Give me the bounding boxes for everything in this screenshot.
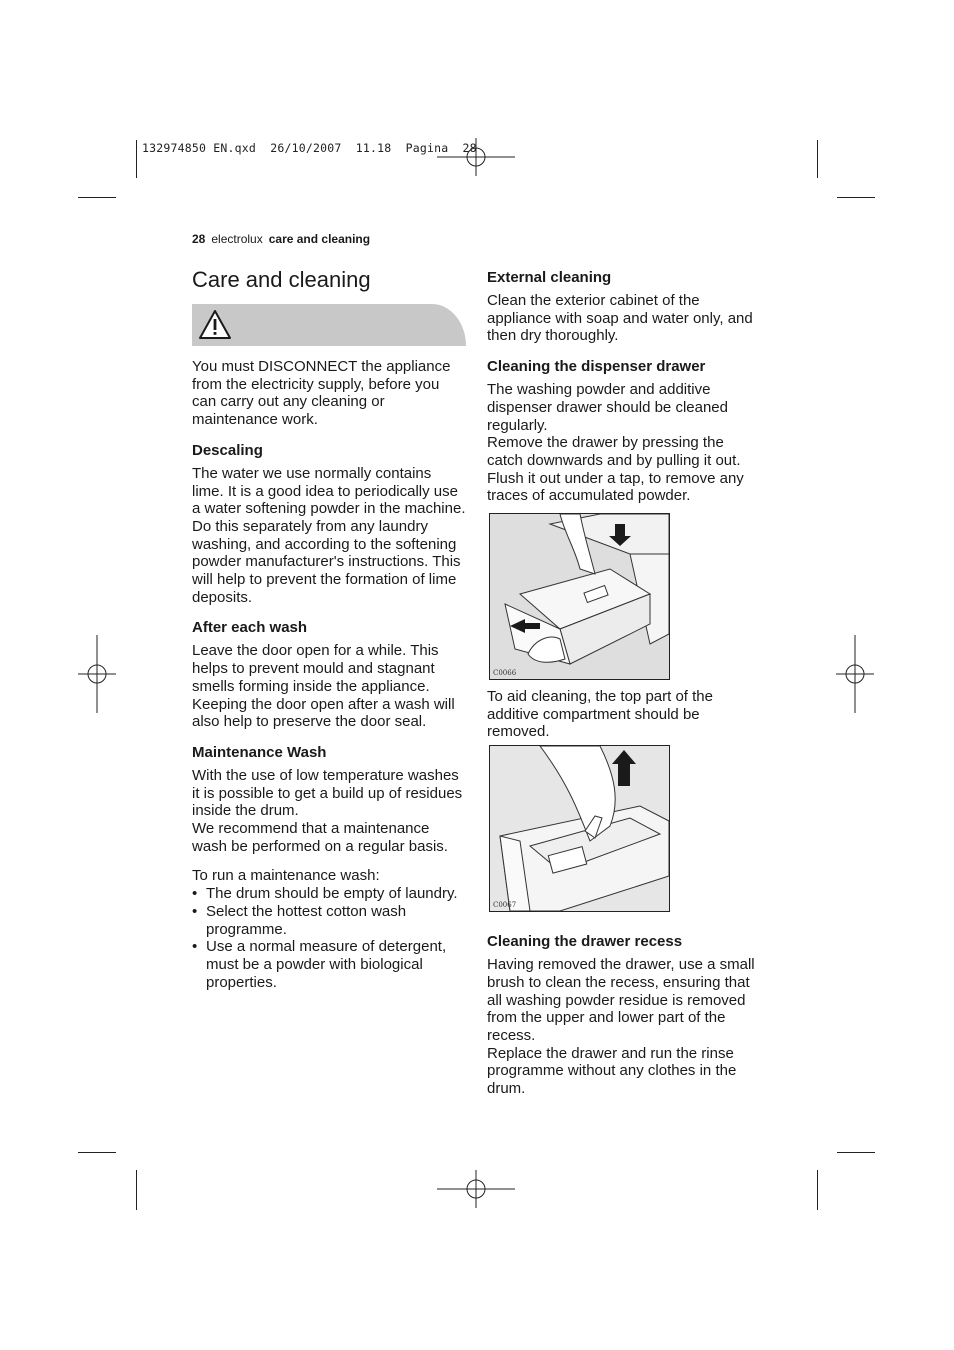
- crop-mark-top-left-vertical: [136, 140, 137, 178]
- list-item: • The drum should be empty of laundry.: [192, 885, 466, 903]
- warning-text: You must DISCONNECT the appliance from the electricity supply, before you can carry out any cleaning or maintenance work.: [192, 358, 451, 429]
- compartment-removal-illustration: [489, 745, 670, 912]
- recess-text-2: Replace the drawer and run the rinse programme without any clothes in the drum.: [487, 1044, 737, 1098]
- crop-mark-bottom-right-horizontal: [837, 1152, 875, 1153]
- brand-name: electrolux: [211, 232, 263, 246]
- crop-mark-top-left-horizontal: [78, 197, 116, 198]
- registration-mark-right: [816, 635, 894, 713]
- dispenser-text-1: The washing powder and additive dispenser drawer should be cleaned regularly.: [487, 381, 728, 434]
- crop-mark-bottom-left-vertical: [136, 1170, 137, 1210]
- after-wash-heading: After each wash: [192, 619, 308, 637]
- running-head: [192, 232, 370, 246]
- crop-mark-top-right-vertical: [817, 140, 818, 178]
- recess-text-1: Having removed the drawer, use a small brush to clean the recess, ensuring that all washing powder residue is removed from the upper and lower part of the recess.: [487, 956, 755, 1044]
- maintenance-intro: To run a maintenance wash:: [192, 867, 380, 885]
- warning-triangle-icon: [198, 309, 232, 341]
- crop-mark-bottom-right-vertical: [817, 1170, 818, 1210]
- after-wash-text: Leave the door open for a while. This helps to prevent mould and stagnant smells forming inside the appliance. Keeping the door open after a wash will also help to preserve the door seal.: [192, 642, 455, 731]
- descaling-heading: Descaling: [192, 441, 263, 459]
- print-slug: 132974850 EN.qxd 26/10/2007 11.18 Pagina 28: [142, 141, 477, 155]
- list-item: • Select the hottest cotton wash programme.: [192, 903, 466, 938]
- dispenser-heading: Cleaning the dispenser drawer: [487, 358, 706, 376]
- right-column: [487, 268, 762, 1098]
- maintenance-text-2: We recommend that a maintenance wash be performed on a regular basis.: [192, 820, 448, 855]
- section-name: care and cleaning: [268, 232, 371, 246]
- recess-heading: Cleaning the drawer recess: [487, 933, 683, 951]
- external-cleaning-text: Clean the exterior cabinet of the appliance with soap and water only, and then dry thoroughly.: [487, 292, 753, 345]
- maintenance-heading: Maintenance Wash: [192, 743, 327, 761]
- list-item: • Use a normal measure of detergent, must be a powder with biological properties.: [192, 938, 466, 991]
- left-column: [192, 266, 466, 991]
- figure-caption: To aid cleaning, the top part of the additive compartment should be removed.: [487, 688, 713, 741]
- dispenser-text-2: Remove the drawer by pressing the catch downwards and by pulling it out. Flush it out under a tap, to remove any traces of accumulated powder.: [487, 434, 744, 505]
- registration-mark-top: [437, 118, 515, 196]
- maintenance-text-1: With the use of low temperature washes it is possible to get a build up of residues inside the drum.: [192, 766, 463, 820]
- external-cleaning-heading: External cleaning: [487, 269, 612, 286]
- registration-mark-left: [58, 635, 136, 713]
- page-number: 28: [192, 232, 206, 246]
- crop-mark-top-right-horizontal: [837, 197, 875, 198]
- warning-banner: [192, 304, 466, 346]
- drawer-removal-illustration: [489, 513, 670, 680]
- maintenance-steps: [192, 885, 466, 991]
- figure-code: C0066: [493, 669, 517, 678]
- page-title: Care and cleaning: [192, 267, 371, 292]
- crop-mark-bottom-left-horizontal: [78, 1152, 116, 1153]
- descaling-text: The water we use normally contains lime. It is a good idea to periodically use a water softening powder in the machine. Do this separately from any laundry washing, and according to the softening powder manufacturer's instructions. This will help to prevent the formation of lime deposits.: [192, 464, 466, 606]
- figure-code: C0067: [493, 901, 517, 910]
- registration-mark-bottom: [437, 1150, 515, 1228]
